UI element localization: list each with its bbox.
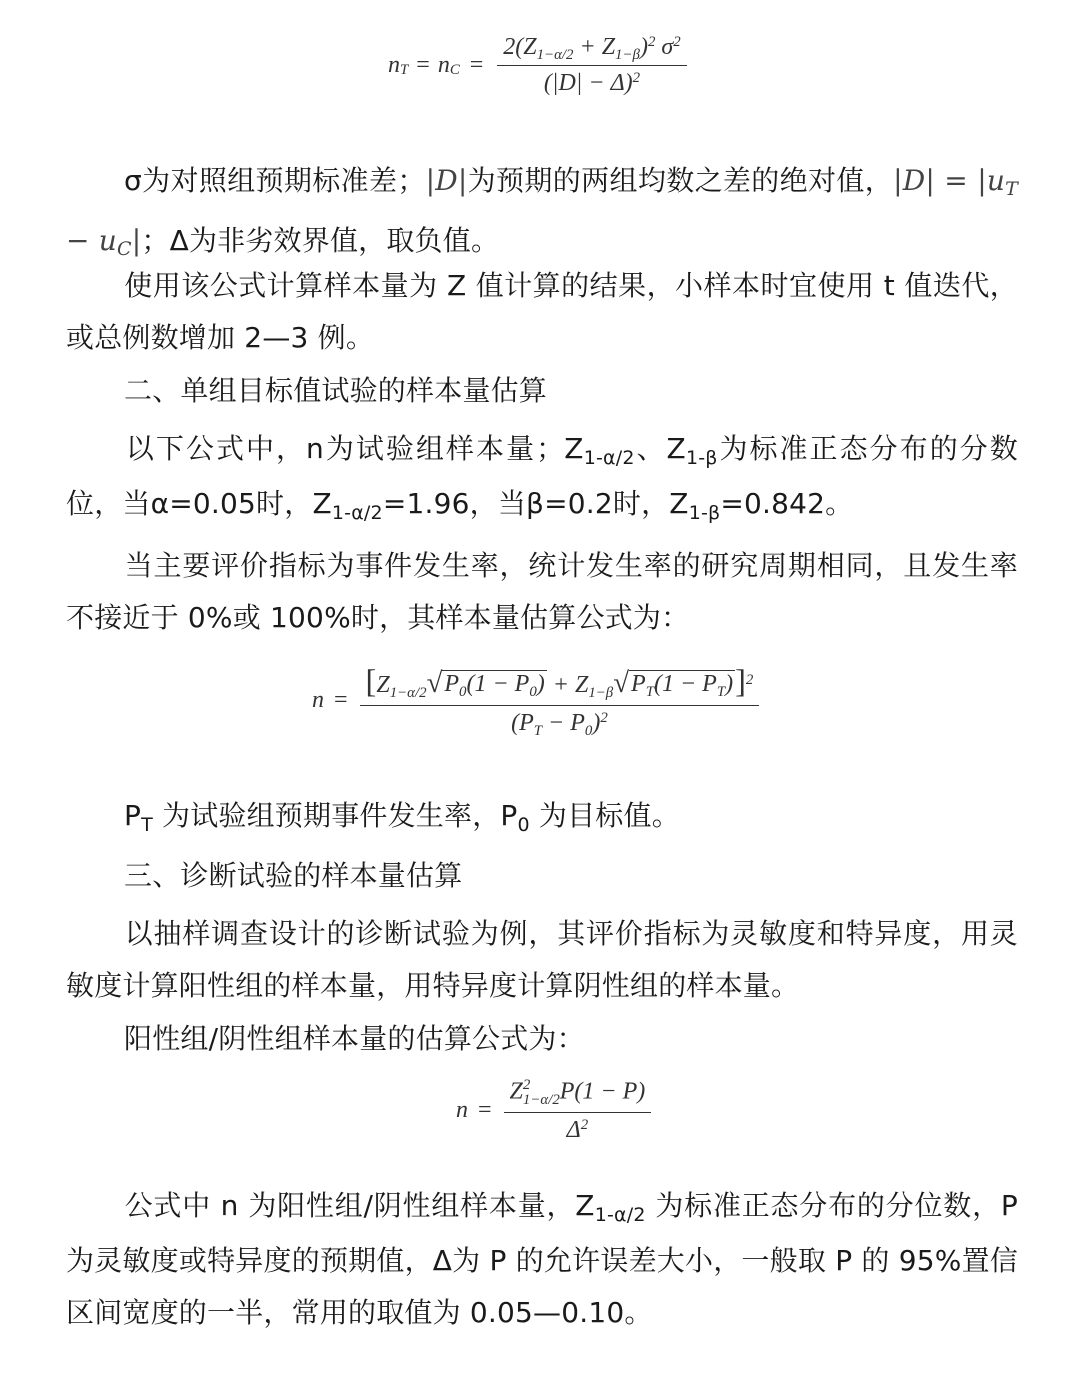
subscript: 1-α/2 — [594, 1204, 646, 1226]
text-run: σ为对照组预期标准差； — [124, 164, 426, 197]
text-run: 为试验组预期事件发生率，P — [152, 799, 518, 832]
text-run: 为标准正态分布的分位数，P 为灵敏度或特异度的预期值，Δ为 P 的允许误差大小，一般取 P 的 95%置信区间宽度的一半，常用的取值为 0.05—0.10。 — [66, 1189, 1018, 1329]
text-run: 当主要评价指标为事件发生率，统计发生率的研究周期相同，且发生率不接近于 0%或 100%时，其样本量估算公式为： — [66, 549, 1018, 634]
math-inline: | — [131, 224, 142, 257]
formula-subscript: 0 — [529, 684, 537, 700]
formula-sqrt: √ $P_T(1 - P_T)$ — [613, 667, 734, 700]
paragraph-diagnostic-variables — [66, 1180, 1018, 1339]
formula-numerator — [504, 1078, 652, 1113]
formula-term: P — [444, 670, 460, 697]
formula-subscript: T — [533, 723, 543, 740]
formula-subscript: 1−β — [615, 47, 640, 64]
heading-text: 三、诊断试验的样本量估算 — [124, 859, 463, 892]
subscript: 1-α/2 — [583, 447, 635, 469]
section-heading-single-group — [66, 365, 1018, 417]
formula-sample-size-diagnostic — [456, 1078, 651, 1144]
math-subscript: C — [117, 238, 132, 260]
formula-subscript: T — [645, 684, 654, 700]
formula-term: (|D| − Δ) — [543, 70, 633, 96]
subscript: 1-α/2 — [331, 502, 383, 524]
math-inline: |D| = — [893, 164, 968, 197]
section-heading-diagnostic — [66, 850, 1018, 902]
formula-term: (1 − P — [653, 670, 717, 697]
formula-equals: = — [416, 52, 430, 78]
formula-superscript: 2 — [522, 1077, 531, 1093]
math-inline: |u — [977, 164, 1006, 197]
formula-term: − P — [542, 710, 585, 736]
subscript: T — [141, 814, 153, 836]
formula-term: (P — [511, 710, 534, 736]
paragraph-formula-variables — [66, 423, 1018, 533]
formula-sample-size-single-group — [312, 664, 759, 740]
text-run: 以下公式中，n为试验组样本量；Z — [124, 432, 584, 465]
formula-symbol: n — [437, 52, 450, 78]
formula-fraction — [497, 34, 686, 97]
formula-term: Z — [509, 1078, 523, 1105]
formula-term: + Z — [552, 672, 589, 698]
formula-numerator — [497, 34, 686, 66]
formula-bracket: [ — [365, 664, 377, 700]
formula-symbol: n — [388, 52, 400, 78]
text-run: 以抽样调查设计的诊断试验为例，其评价指标为灵敏度和特异度，用灵敏度计算阳性组的样本量，用特异度计算阴性组的样本量。 — [66, 917, 1018, 1002]
text-run: 、Z — [634, 432, 686, 465]
formula-term: ) — [725, 670, 734, 697]
formula-term: 2(Z — [503, 34, 537, 60]
subscript: 0 — [517, 814, 530, 836]
math-subscript: T — [1005, 178, 1018, 200]
formula-subscript: 1−α/2 — [389, 685, 427, 702]
formula-subscript: 1−α/2 — [522, 1091, 560, 1108]
formula-equals: = — [478, 1097, 492, 1124]
paragraph-pt-p0-definition — [66, 790, 1018, 845]
subscript: 1-β — [685, 447, 718, 469]
text-run: ；Δ为非劣效界值，取负值。 — [141, 224, 500, 257]
paragraph-formula-intro — [66, 1013, 1018, 1065]
text-run: 公式中 n 为阳性组/阴性组样本量，Z — [124, 1189, 595, 1222]
heading-text: 二、单组目标值试验的样本量估算 — [124, 374, 548, 407]
formula-subscript: 1−α/2 — [536, 47, 574, 64]
formula-symbol: n — [456, 1097, 468, 1124]
formula-subscript: T — [400, 62, 409, 79]
text-run: P — [124, 799, 142, 832]
formula-denominator — [511, 706, 608, 740]
formula-term: σ — [661, 34, 674, 60]
formula-superscript: 2 — [745, 671, 754, 688]
subscript: 1-β — [688, 502, 721, 524]
formula-sample-size-two-group — [388, 34, 687, 97]
paragraph-event-rate — [66, 540, 1018, 644]
formula-subscript: 0 — [459, 684, 467, 700]
paragraph-sigma-definition — [66, 155, 1018, 275]
formula-denominator — [567, 1113, 589, 1144]
math-inline: − u — [66, 224, 117, 257]
formula-term: Z — [376, 672, 390, 698]
formula-superscript: 2 — [673, 33, 681, 50]
formula-term: Δ — [566, 1116, 581, 1143]
text-run: 为标准正态分布的分数位，当α=0.05时，Z — [66, 432, 1018, 520]
formula-equals: = — [334, 687, 348, 713]
formula-subscript: 1−β — [588, 685, 614, 702]
formula-subscript: T — [716, 684, 726, 700]
formula-sqrt: √ $P_0(1 - P_0)$ — [426, 667, 545, 700]
formula-equals: = — [469, 52, 484, 78]
formula-term: (1 − P — [466, 670, 530, 697]
formula-fraction — [360, 664, 760, 740]
text-run: 为目标值。 — [529, 799, 680, 832]
formula-bracket: ] — [735, 664, 746, 700]
formula-term: + Z — [579, 34, 616, 60]
paragraph-diagnostic-design — [66, 908, 1018, 1012]
formula-numerator — [360, 664, 760, 706]
formula-denominator — [544, 66, 640, 97]
formula-superscript: 2 — [600, 709, 608, 726]
formula-term: ) — [536, 670, 545, 697]
text-run: 阳性组/阴性组样本量的估算公式为： — [124, 1022, 585, 1055]
formula-superscript: 2 — [647, 33, 656, 50]
formula-subscript: C — [449, 62, 460, 79]
formula-term: ) — [592, 710, 601, 736]
formula-subscript: 0 — [584, 723, 593, 740]
paragraph-z-value-note — [66, 260, 1018, 364]
text-run: 为预期的两组均数之差的绝对值， — [467, 164, 894, 197]
text-run: =0.842。 — [720, 487, 854, 520]
formula-term: ) — [639, 34, 648, 60]
formula-fraction — [504, 1078, 652, 1144]
formula-term: P — [631, 670, 646, 697]
formula-term: P(1 − P) — [559, 1078, 646, 1105]
text-run: 使用该公式计算样本量为 Z 值计算的结果，小样本时宜使用 t 值迭代，或总例数增加 2—3 例。 — [66, 269, 1018, 354]
formula-superscript: 2 — [580, 1116, 589, 1133]
formula-symbol: n — [312, 687, 324, 713]
text-run: =1.96，当β=0.2时，Z — [382, 487, 689, 520]
math-inline: |D| — [425, 164, 468, 197]
formula-superscript: 2 — [632, 69, 641, 86]
